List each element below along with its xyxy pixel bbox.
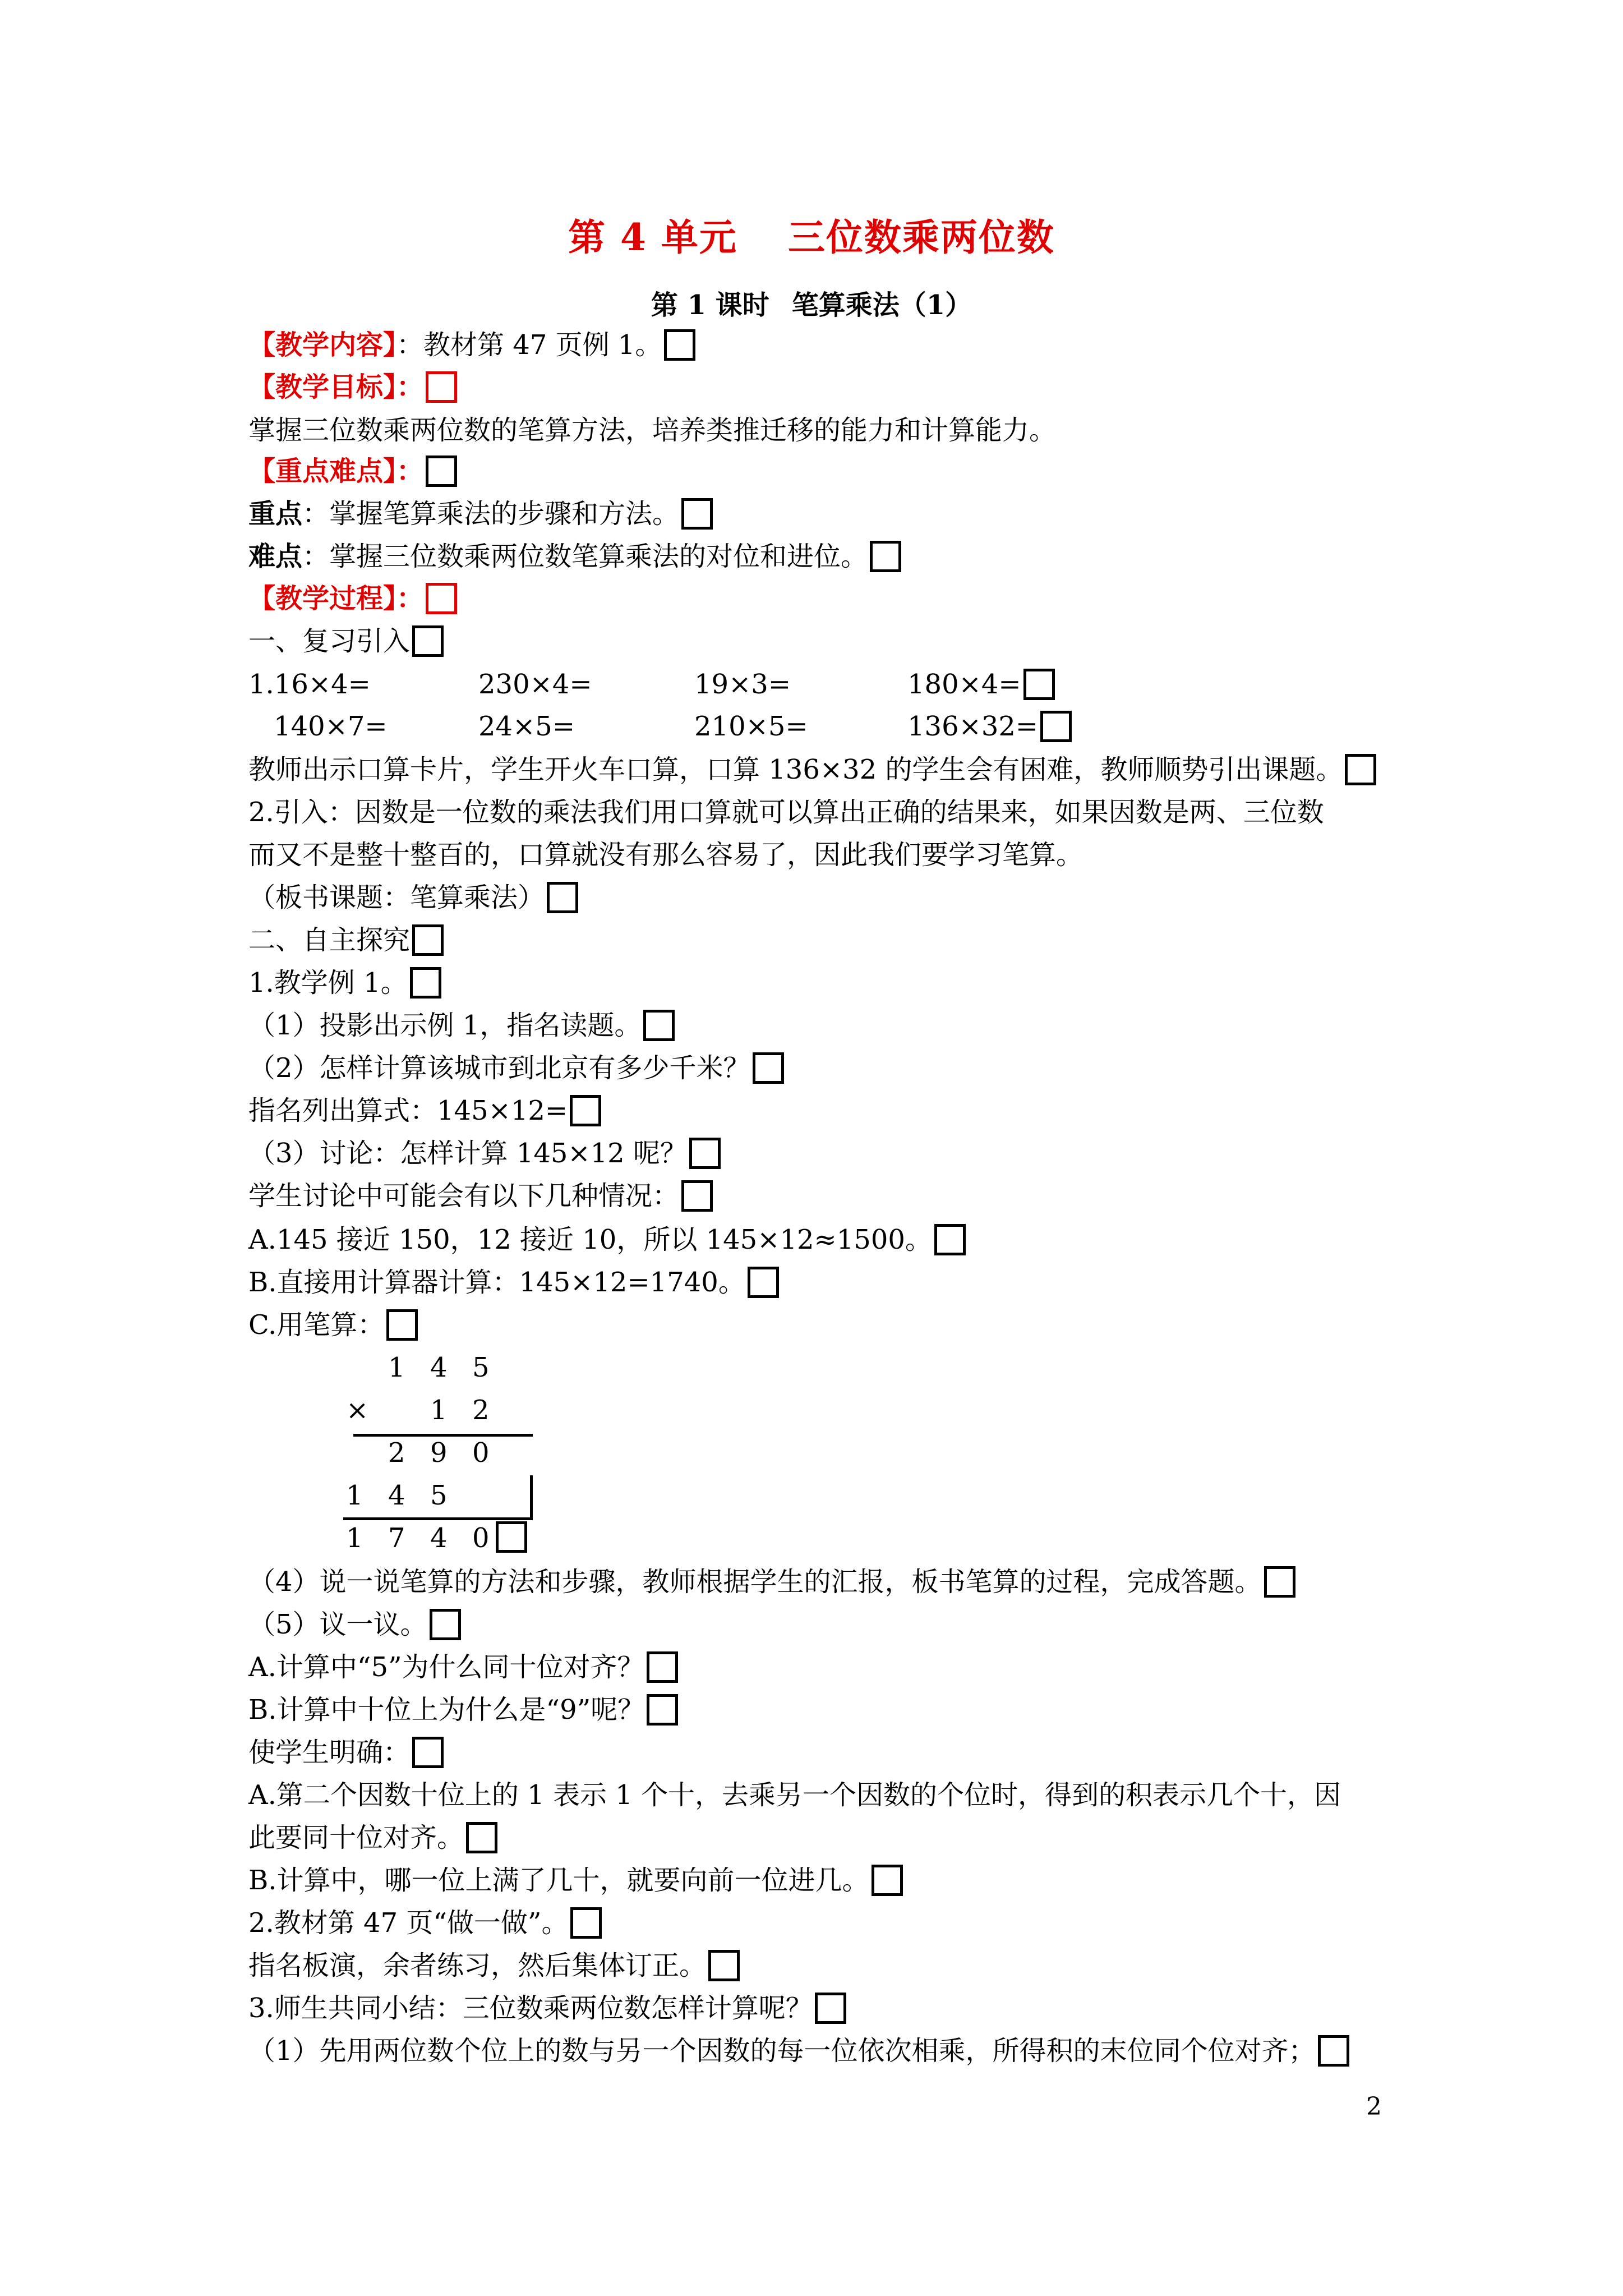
unit-title — [0, 208, 1623, 261]
answer-a-continued: 此要同十位对齐。 — [248, 1822, 464, 1853]
option-b-line — [248, 1266, 779, 1299]
digit: 0 — [472, 1522, 490, 1554]
formula-line — [248, 1094, 601, 1128]
step-2: （2）怎样计算该城市到北京有多少千米？ — [248, 1052, 750, 1084]
key-point-text: ：掌握笔算乘法的步骤和方法。 — [302, 498, 680, 530]
teaching-goal-heading — [248, 370, 457, 404]
key-difficulty-label: 【重点难点】 — [248, 455, 397, 487]
do-it-line — [248, 1906, 602, 1940]
checkbox[interactable] — [647, 1651, 678, 1683]
checkbox[interactable] — [1040, 711, 1072, 742]
option-c-line — [248, 1308, 418, 1342]
checkbox[interactable] — [681, 1180, 713, 1212]
answer-a-line-1: A.第二个因数十位上的 1 表示 1 个十，去乘另一个因数的个位时，得到的积表示几个十，因 — [248, 1779, 1341, 1811]
discuss-text: 学生讨论中可能会有以下几种情况： — [248, 1180, 680, 1212]
step-3-line — [248, 1137, 721, 1170]
rule-vertical-tick — [530, 1475, 533, 1517]
calc-item: 1.16×4= — [248, 669, 371, 700]
option-a-line — [248, 1223, 966, 1257]
checkbox[interactable] — [570, 1095, 601, 1126]
step-2-line — [248, 1051, 784, 1085]
calc-item: 136×32= — [907, 711, 1039, 742]
digit: 2 — [472, 1395, 490, 1426]
calc-item: 24×5= — [478, 711, 575, 742]
example-1-line — [248, 966, 441, 1000]
digit: 1 — [346, 1522, 363, 1554]
checkbox[interactable] — [815, 1993, 846, 2024]
summary-text: 3.师生共同小结：三位数乘两位数怎样计算呢？ — [248, 1993, 813, 2024]
digit: 2 — [388, 1437, 405, 1469]
checkbox[interactable] — [708, 1950, 740, 1981]
hard-point-line — [248, 540, 901, 573]
checkbox[interactable] — [426, 583, 457, 614]
colon: ： — [396, 455, 424, 487]
clarify-line — [248, 1736, 444, 1769]
checkbox[interactable] — [426, 371, 457, 403]
digit: 7 — [388, 1522, 405, 1554]
checkbox[interactable] — [934, 1224, 966, 1255]
summary-line — [248, 1991, 846, 2025]
option-c: C.用笔算： — [248, 1309, 385, 1341]
checkbox[interactable] — [1318, 2035, 1349, 2067]
checkbox[interactable] — [753, 1052, 784, 1084]
step-5-line — [248, 1608, 461, 1641]
question-a: A.计算中“5”为什么同十位对齐？ — [248, 1651, 644, 1683]
checkbox[interactable] — [570, 1907, 602, 1939]
colon: ： — [396, 371, 424, 403]
question-b: B.计算中十位上为什么是“9”呢？ — [248, 1694, 645, 1726]
digit: 1 — [430, 1395, 448, 1426]
card-text: 教师出示口算卡片，学生开火车口算，口算 136×32 的学生会有困难，教师顺势引出课题。 — [248, 754, 1343, 785]
checkbox[interactable] — [1264, 1566, 1295, 1598]
checkbox[interactable] — [689, 1138, 721, 1169]
checkbox[interactable] — [643, 1010, 675, 1041]
calc-item-with-box — [907, 710, 1072, 743]
section-review — [248, 624, 444, 658]
digit: 5 — [472, 1352, 490, 1383]
unit-number: 第 4 单元 — [568, 215, 737, 259]
digit: 4 — [430, 1522, 448, 1554]
question-a-line — [248, 1650, 678, 1684]
key-point-label: 重点 — [248, 498, 303, 530]
answer-a-line-2 — [248, 1821, 497, 1855]
teaching-content-line — [248, 328, 695, 362]
do-it: 2.教材第 47 页“做一做”。 — [248, 1907, 569, 1939]
checkbox[interactable] — [1345, 754, 1376, 785]
checkbox[interactable] — [647, 1694, 678, 1726]
second-rule-line — [343, 1517, 533, 1520]
example-1: 1.教学例 1。 — [248, 967, 408, 999]
checkbox[interactable] — [664, 329, 695, 361]
calc-row-1 — [248, 668, 1370, 701]
board-title-line — [248, 881, 578, 914]
intro-line-1: 2.引入：因数是一位数的乘法我们用口算就可以算出正确的结果来，如果因数是两、三位数 — [248, 797, 1324, 828]
card-text-line — [248, 753, 1376, 786]
calc-item: 230×4= — [478, 669, 592, 700]
calc-row-2 — [248, 710, 1370, 743]
step-1: （1）投影出示例 1，指名读题。 — [248, 1010, 642, 1041]
step-4: （4）说一说笔算的方法和步骤，教师根据学生的汇报，板书笔算的过程，完成答题。 — [248, 1566, 1262, 1598]
option-a: A.145 接近 150，12 接近 10，所以 145×12≈1500。 — [248, 1224, 932, 1255]
checkbox[interactable] — [466, 1822, 497, 1853]
key-point-line — [248, 497, 713, 531]
teaching-process-label: 【教学过程】 — [248, 583, 397, 614]
checkbox[interactable] — [496, 1521, 527, 1553]
key-difficulty-heading — [248, 454, 457, 488]
teaching-content-text: ：教材第 47 页例 1。 — [396, 329, 662, 361]
option-b: B.直接用计算器计算：145×12=1740。 — [248, 1267, 745, 1298]
checkbox[interactable] — [748, 1267, 779, 1298]
summary-1-line — [248, 2034, 1349, 2068]
intro-line-2: 而又不是整十整百的，口算就没有那么容易了，因此我们要学习笔算。 — [248, 839, 1083, 871]
summary-1: （1）先用两位数个位上的数与另一个因数的每一位依次相乘，所得积的末位同个位对齐； — [248, 2035, 1316, 2067]
checkbox[interactable] — [870, 541, 901, 572]
hard-point-text: ：掌握三位数乘两位数笔算乘法的对位和进位。 — [302, 541, 868, 572]
checkbox[interactable] — [681, 498, 713, 530]
teaching-goal-text: 掌握三位数乘两位数的笔算方法，培养类推迁移的能力和计算能力。 — [248, 415, 1057, 446]
checkbox[interactable] — [412, 625, 444, 657]
section-explore — [248, 923, 444, 957]
digit: 1 — [388, 1352, 405, 1383]
discuss-line — [248, 1179, 713, 1213]
checkbox[interactable] — [547, 882, 578, 913]
checkbox[interactable] — [430, 1609, 461, 1640]
digit: 4 — [430, 1352, 448, 1383]
step-1-line — [248, 1009, 675, 1042]
step-5: （5）议一议。 — [248, 1609, 427, 1640]
clarify-text: 使学生明确： — [248, 1737, 411, 1768]
colon: ： — [396, 583, 424, 614]
checkbox[interactable] — [872, 1865, 903, 1896]
question-b-line — [248, 1693, 678, 1727]
calc-item: 210×5= — [694, 711, 808, 742]
digit: 9 — [430, 1437, 448, 1469]
board-title: （板书课题：笔算乘法） — [248, 882, 545, 913]
practice-text: 指名板演，余者练习，然后集体订正。 — [248, 1950, 707, 1981]
checkbox[interactable] — [426, 455, 457, 487]
lesson-number: 第 1 课时 — [651, 289, 769, 321]
checkbox[interactable] — [1023, 669, 1055, 700]
page-number: 2 — [1366, 2092, 1382, 2121]
checkbox[interactable] — [386, 1309, 418, 1341]
calc-item: 19×3= — [694, 669, 791, 700]
digit: 5 — [430, 1480, 448, 1511]
calc-item: 140×7= — [274, 711, 388, 742]
unit-topic: 三位数乘两位数 — [787, 215, 1055, 259]
step-4-line — [248, 1565, 1295, 1599]
calc-item: 180×4= — [907, 669, 1021, 700]
practice-line — [248, 1949, 740, 1982]
checkbox[interactable] — [412, 1737, 444, 1768]
formula: 指名列出算式：145×12= — [248, 1095, 568, 1126]
checkbox[interactable] — [410, 967, 441, 999]
calc-item-with-box — [907, 668, 1055, 701]
section-explore-title: 二、自主探究 — [248, 924, 411, 956]
teaching-process-heading — [248, 582, 457, 615]
answer-b-line — [248, 1864, 903, 1897]
digit: 0 — [472, 1437, 490, 1469]
teaching-content-label: 【教学内容】 — [248, 329, 397, 361]
answer-b: B.计算中，哪一位上满了几十，就要向前一位进几。 — [248, 1865, 869, 1896]
times-sign: × — [346, 1395, 369, 1426]
checkbox[interactable] — [412, 924, 444, 956]
section-review-title: 一、复习引入 — [248, 625, 411, 657]
lesson-subtitle — [0, 283, 1623, 322]
lesson-topic: 笔算乘法（1） — [791, 289, 972, 321]
step-3: （3）讨论：怎样计算 145×12 呢？ — [248, 1138, 687, 1169]
teaching-goal-label: 【教学目标】 — [248, 371, 397, 403]
digit: 4 — [388, 1480, 405, 1511]
digit: 1 — [346, 1480, 363, 1511]
hard-point-label: 难点 — [248, 541, 303, 572]
